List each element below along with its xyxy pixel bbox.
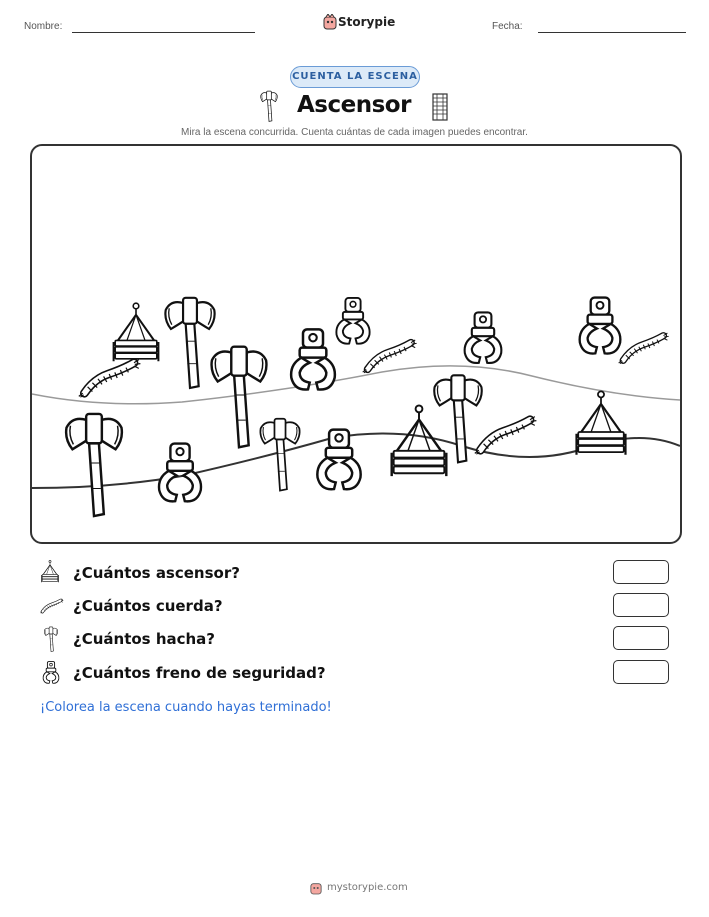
question-row [40, 626, 680, 652]
storypie-mascot-icon [323, 14, 337, 30]
activity-badge: CUENTA LA ESCENA [290, 66, 420, 88]
scene-drawing [32, 146, 680, 542]
elevator-shaft-icon [432, 93, 448, 121]
rope-4 [475, 417, 537, 455]
question-row [40, 660, 680, 686]
date-field[interactable] [538, 32, 686, 33]
axe-4 [66, 414, 122, 516]
rope-3 [619, 333, 669, 364]
page-title: Ascensor [297, 92, 411, 118]
question-text: ¿Cuántos ascensor? [73, 564, 240, 582]
brake-2 [291, 329, 335, 389]
answer-box[interactable] [613, 660, 669, 684]
brake-1 [336, 298, 369, 344]
rope-1 [79, 360, 141, 398]
safety-brake-icon [42, 661, 60, 685]
brake-3 [465, 312, 502, 363]
elevator-platform-icon [40, 560, 60, 584]
axe-1 [165, 298, 214, 388]
platform-1 [114, 303, 159, 361]
name-field[interactable] [72, 32, 255, 33]
storypie-mascot-icon [310, 881, 322, 895]
answer-box[interactable] [613, 560, 669, 584]
platform-2 [392, 405, 447, 476]
hill-back [32, 366, 680, 404]
instructions: Mira la escena concurrida. Cuenta cuántas de cada imagen puedes encontrar. [181, 127, 528, 138]
question-list [0, 556, 709, 696]
brake-4 [580, 298, 621, 354]
platform-3 [577, 391, 626, 454]
answer-box[interactable] [613, 593, 669, 617]
answer-box[interactable] [613, 626, 669, 650]
axe-icon [256, 90, 282, 122]
footer [0, 880, 709, 896]
question-row [40, 560, 680, 586]
rope-icon [40, 597, 64, 615]
question-text: ¿Cuántos cuerda? [73, 597, 223, 615]
name-label: Nombre: [24, 21, 63, 32]
color-instruction: ¡Colorea la escena cuando hayas terminado! [40, 700, 332, 715]
date-label: Fecha: [492, 21, 523, 32]
axe-5 [260, 419, 299, 491]
question-row [40, 593, 680, 619]
storypie-logo [323, 13, 396, 31]
footer-url: mystorypie.com [327, 882, 408, 893]
axe-icon [42, 626, 60, 652]
brand-name: Storypie [338, 15, 396, 29]
brake-6 [317, 430, 360, 490]
question-text: ¿Cuántos freno de seguridad? [73, 664, 326, 682]
question-text: ¿Cuántos hacha? [73, 630, 216, 648]
scene-panel[interactable] [30, 144, 682, 544]
brake-5 [159, 444, 201, 502]
